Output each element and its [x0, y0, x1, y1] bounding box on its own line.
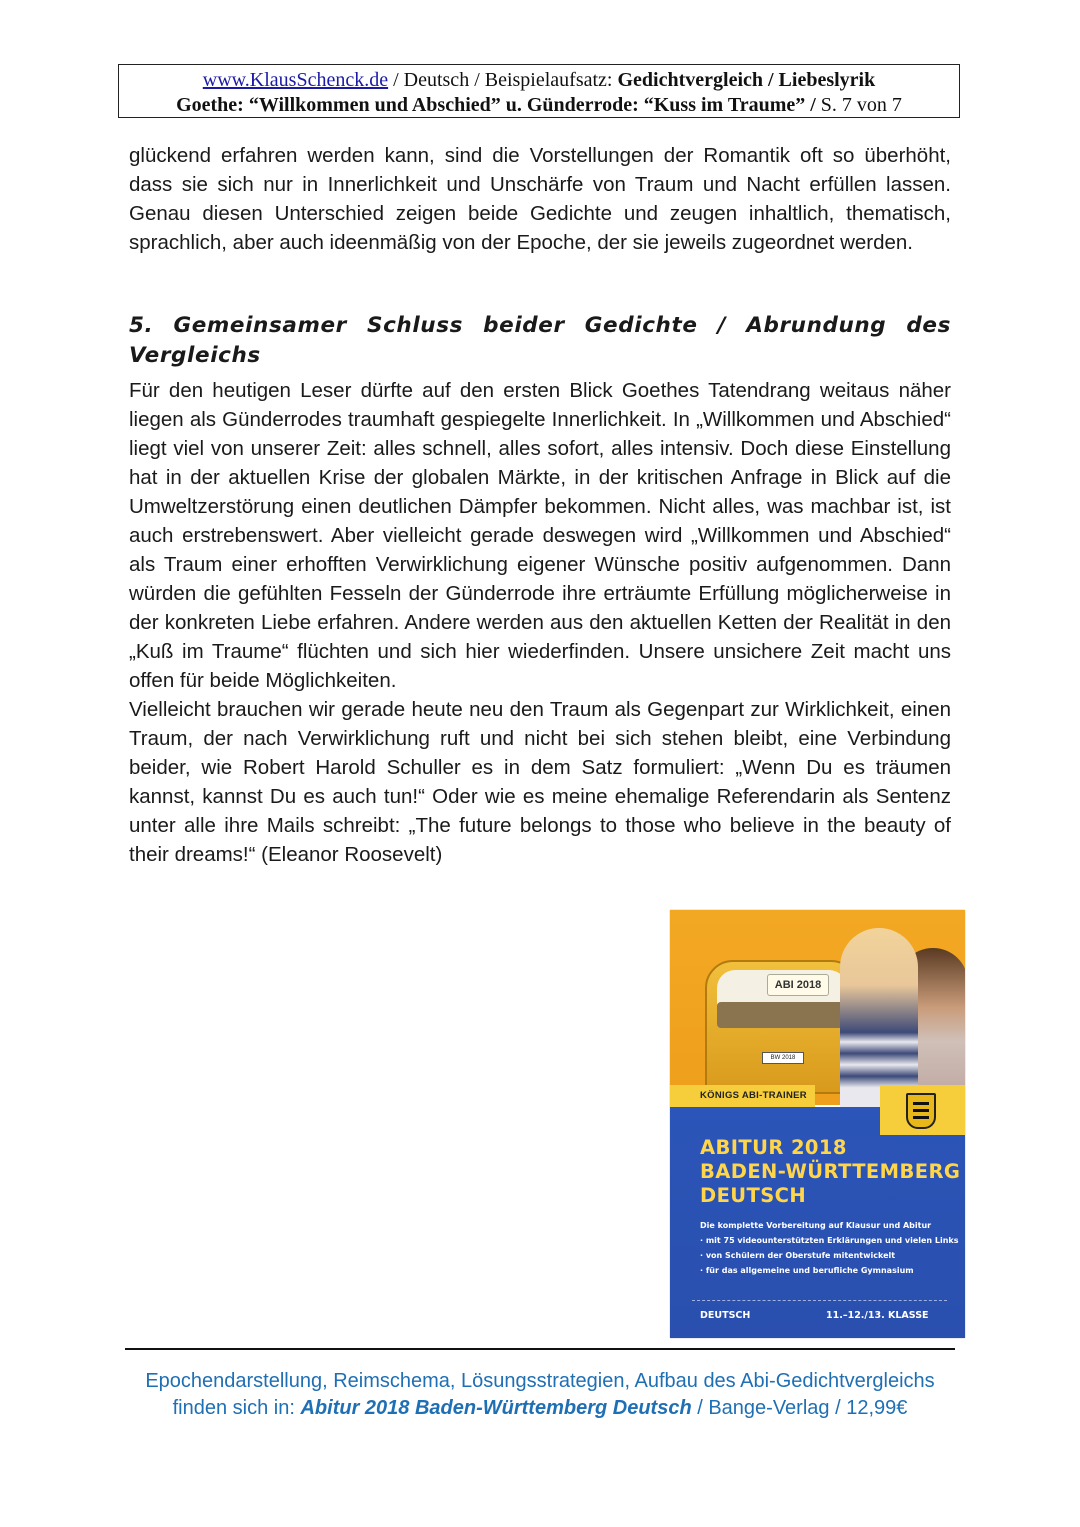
bus-illustration — [705, 960, 859, 1094]
book-grade-label: 11.–12./13. KLASSE — [826, 1310, 929, 1321]
book-bullet: · für das allgemeine und berufliche Gymnasium — [700, 1263, 965, 1278]
bus-window — [717, 1002, 847, 1028]
footer-book-title: Abitur 2018 Baden-Württemberg Deutsch — [300, 1397, 692, 1419]
header-poems: Goethe: “Willkommen und Abschied” u. Günderrode: “Kuss im Traume” / — [176, 94, 816, 116]
website-link[interactable]: www.KlausSchenck.de — [202, 69, 389, 91]
section-heading: 5. Gemeinsamer Schluss beider Gedichte / Abrundung des Vergleichs — [129, 313, 951, 368]
header-page-number: S. 7 von 7 — [815, 94, 902, 116]
bus-plate: BW 2018 — [762, 1052, 804, 1064]
paragraph-text: Vielleicht brauchen wir gerade heute neu den Traum als Gegenpart zur Wirklichkeit, einen Traum, der nach Verwirklichung ruft und nicht bei sich stehen bleibt, eine Verbindung beider, wie Robert Harold Schuller es in dem Satz formuliert: „Wenn Du es träumen kannst, kannst Du es auch tun!“ Oder wie es meine ehemalige Referendarin als Sentenz unter alle ihre Mails schreibt: „The future belongs to those who believe in the beauty of their dreams!“ (Eleanor Roosevelt) — [129, 698, 951, 866]
body-paragraph-2 — [129, 376, 951, 869]
book-cover-photo — [670, 910, 965, 1105]
paragraph-text: Für den heutigen Leser dürfte auf den ersten Blick Goethes Tatendrang weitaus näher liegen als Günderrodes traumhaft gespiegelte Innerlichkeit. In „Willkommen und Abschied“ liegt viel von unserer Zeit: alles schnell, alles sofort, alles intensiv. Doch diese Einstellung hat in der aktuellen Krise der globalen Märkte, in der kritischen Anfrage in Blick auf die Umweltzerstörung einen deutlichen Dämpfer bekommen. Nicht alles, was machbar ist, ist auch erstrebenswert. Aber vielleicht gerade deswegen wird „Willkommen und Abschied“ als Traum einer erhofften Verwirklichung eigener Wünsche positiv aufgenommen. Dann würden die gefühlten Fesseln der Günderrode ihre erträumte Erfüllung möglicherweise in der konkreten Liebe erfahren. Andere werden aus den aktuellen Ketten der Realität in den „Kuß im Traume“ flüchten und sich hier wiederfinden. Unsere unsichere Zeit macht uns offen für beide Möglichkeiten. — [129, 379, 951, 692]
body-paragraph-1 — [129, 141, 951, 257]
page-footer — [125, 1368, 955, 1422]
page-header — [118, 64, 960, 118]
state-crest-icon — [880, 1085, 965, 1135]
header-topic: Gedichtvergleich / Liebeslyrik — [617, 69, 876, 91]
book-title-line: BADEN-WÜRTTEMBERG — [700, 1160, 961, 1183]
footer-line-1: Epochendarstellung, Reimschema, Lösungsstrategien, Aufbau des Abi-Gedichtvergleichs — [145, 1370, 935, 1392]
header-subject: / Deutsch / Beispielaufsatz: — [388, 69, 618, 91]
footer-line-2 — [125, 1395, 955, 1422]
footer-prefix: finden sich in: — [172, 1397, 301, 1419]
book-subject-label: DEUTSCH — [700, 1310, 751, 1321]
bus-sign: ABI 2018 — [767, 974, 829, 996]
book-divider — [692, 1300, 947, 1301]
footer-publisher: / Bange-Verlag / 12,99€ — [691, 1397, 908, 1419]
header-line-2 — [119, 93, 959, 118]
footer-divider — [125, 1348, 955, 1350]
book-subtitle-text: Die komplette Vorbereitung auf Klausur und Abitur — [700, 1221, 932, 1230]
book-bullet: · mit 75 videounterstützten Erklärungen und vielen Links — [700, 1233, 965, 1248]
book-title-line: DEUTSCH — [700, 1184, 807, 1207]
book-cover-image — [670, 910, 965, 1338]
shield-icon — [906, 1093, 936, 1129]
book-title-line: ABITUR 2018 — [700, 1136, 847, 1159]
book-series-label: KÖNIGS ABI-TRAINER — [670, 1085, 815, 1107]
header-line-1 — [119, 68, 959, 93]
book-bullet: · von Schülern der Oberstufe mitentwickelt — [700, 1248, 965, 1263]
paragraph-text: glückend erfahren werden kann, sind die Vorstellungen der Romantik oft so überhöht, dass sie sich nur in Innerlichkeit und Unschärfe von Traum und Nacht erfüllen lassen. Genau diesen Unterschied zeigen beide Gedichte und zeugen inhaltlich, thematisch, sprachlich, aber auch ideenmäßig von der Epoche, der sie jeweils zugeordnet werden. — [129, 144, 951, 254]
book-subtitle — [700, 1218, 965, 1278]
book-title — [700, 1136, 965, 1208]
